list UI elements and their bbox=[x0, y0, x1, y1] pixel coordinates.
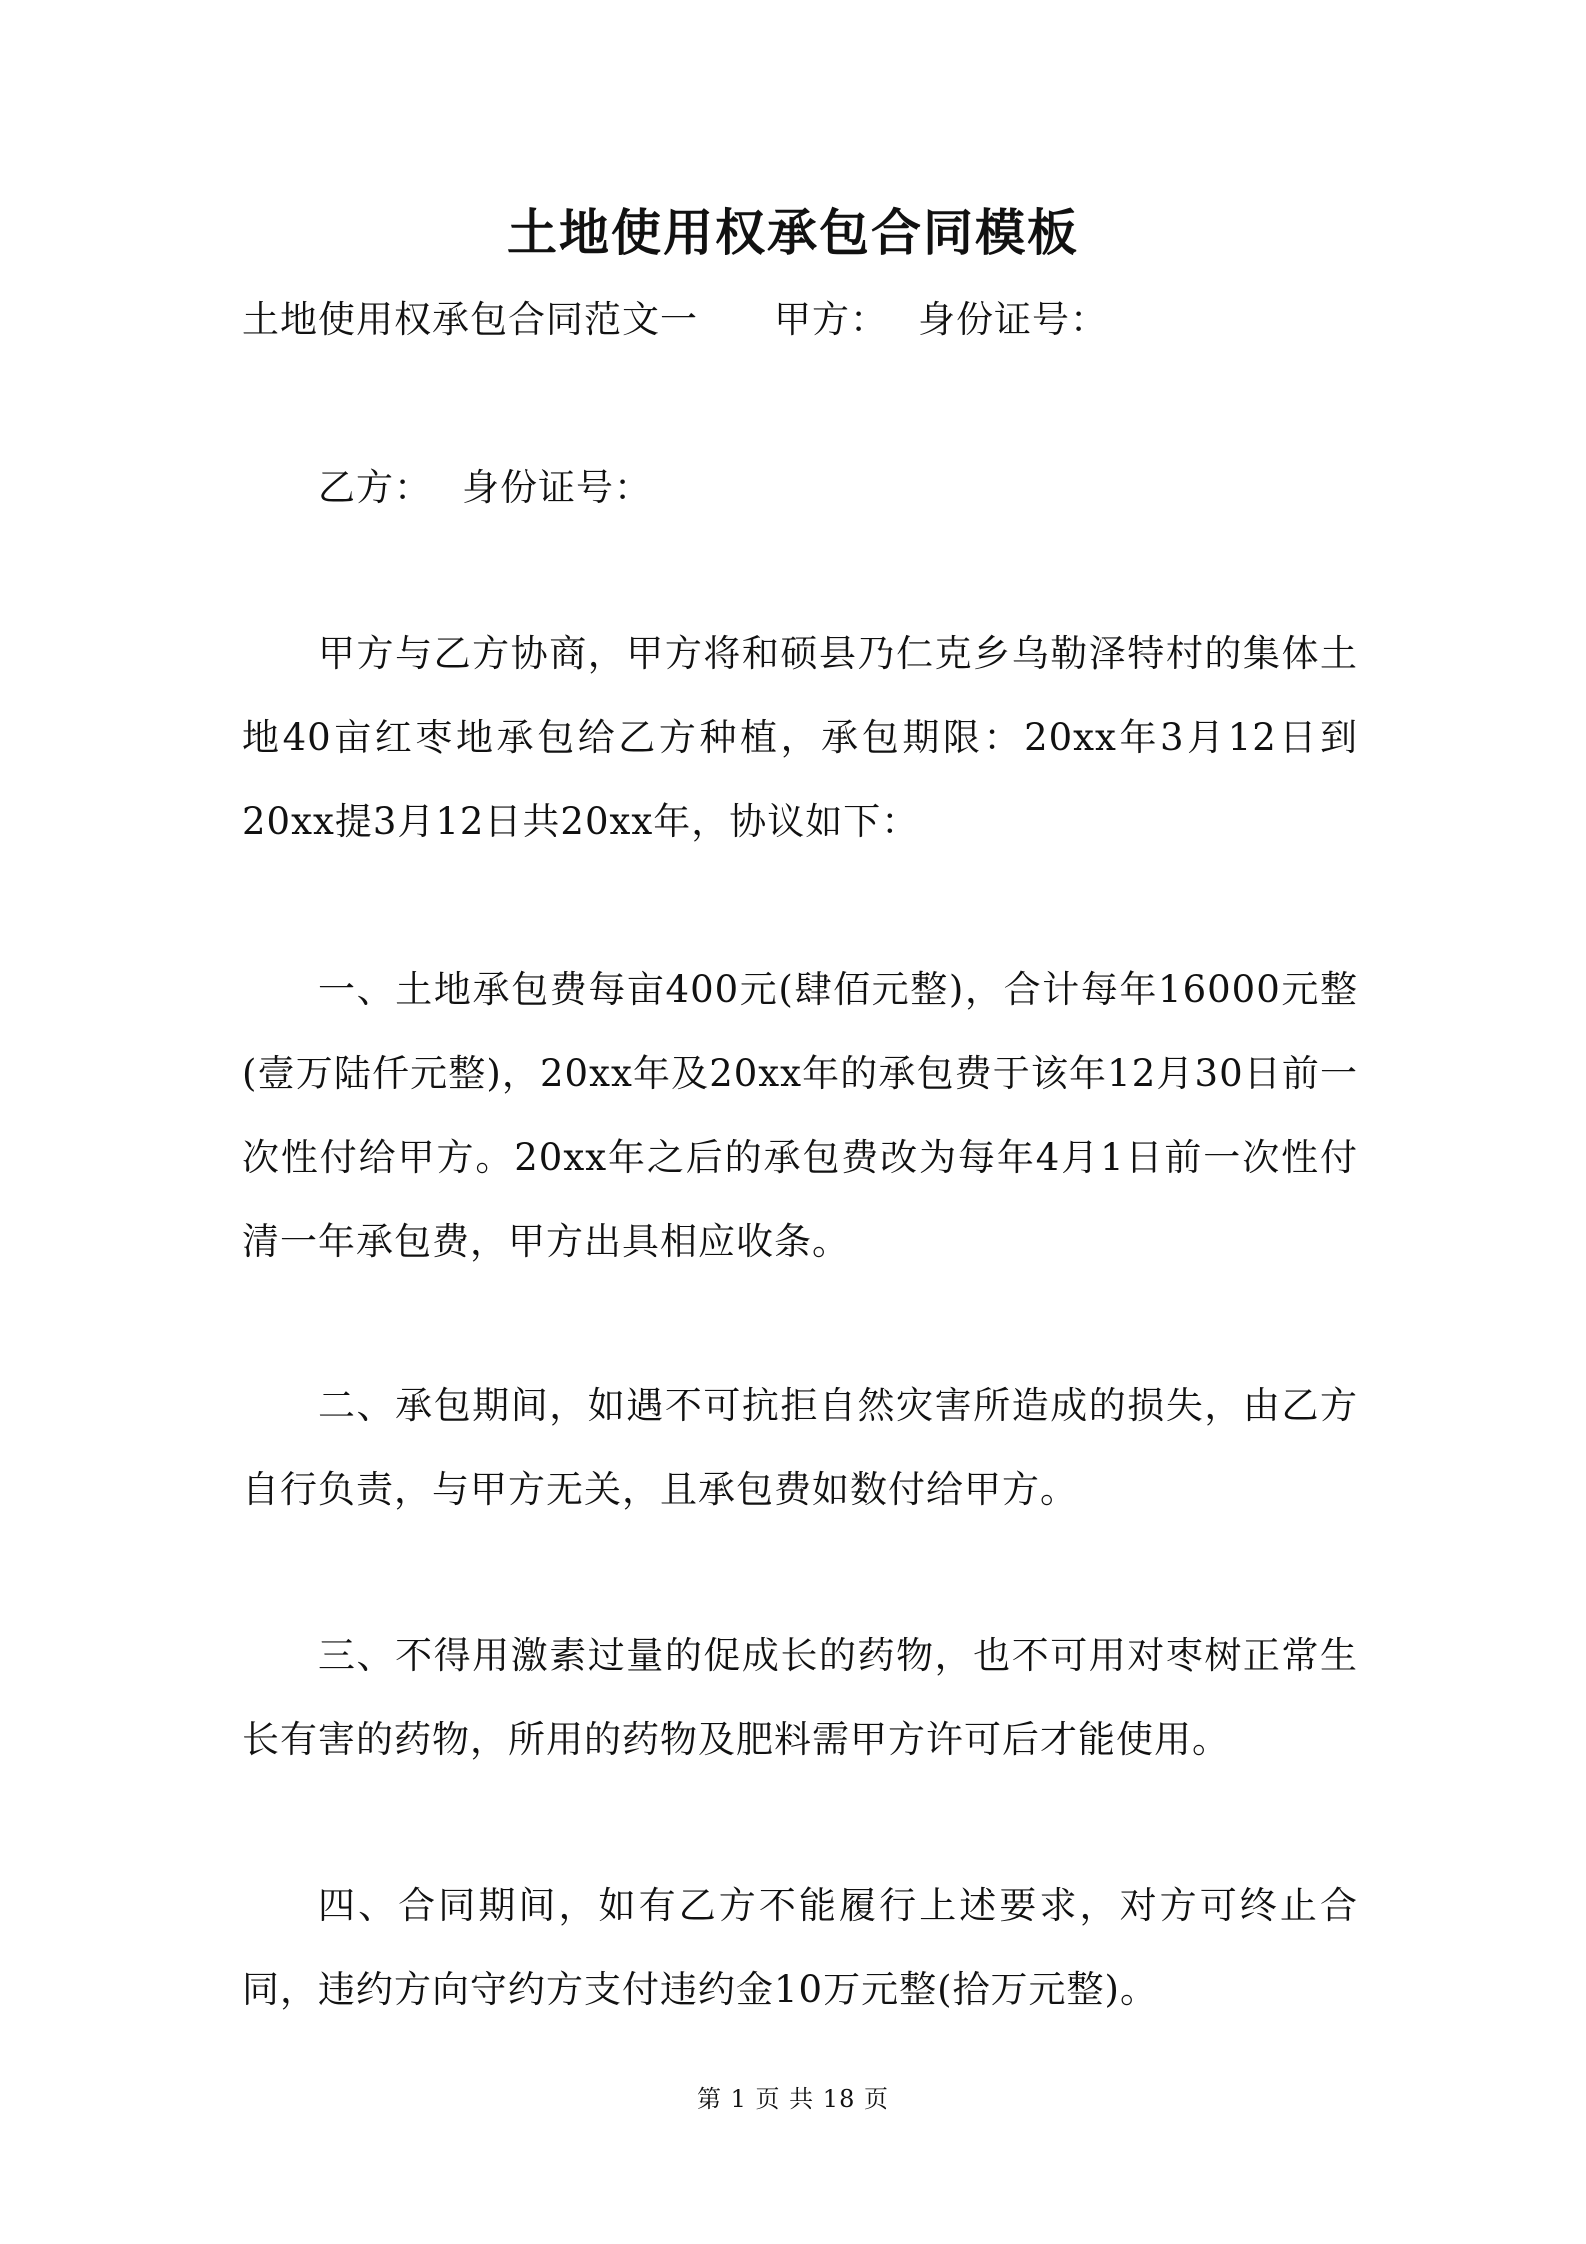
contract-sample-label: 土地使用权承包合同范文一 bbox=[242, 298, 698, 341]
party-a-label: 甲方： bbox=[774, 298, 888, 341]
party-a-id-label: 身份证号： bbox=[918, 298, 1108, 341]
paragraph-clause-4: 四、合同期间，如有乙方不能履行上述要求，对方可终止合同，违约方向守约方支付违约金10万元整(拾万元整)。 bbox=[242, 1884, 1358, 2011]
paragraph-clause-1: 一、土地承包费每亩400元(肆佰元整)，合计每年16000元整(壹万陆仟元整)，20xx年及20xx年的承包费于该年12月30日前一次性付给甲方。20xx年之后的承包费改为每年4月1日前一次性付清一年承包费，甲方出具相应收条。 bbox=[242, 968, 1358, 1263]
paragraph-agreement: 甲方与乙方协商，甲方将和硕县乃仁克乡乌勒泽特村的集体土地40亩红枣地承包给乙方种植，承包期限：20xx年3月12日到20xx提3月12日共20xx年，协议如下： bbox=[242, 632, 1358, 843]
party-b-label: 乙方： bbox=[318, 466, 432, 509]
document-title: 土地使用权承包合同模板 bbox=[507, 203, 1079, 262]
paragraph-clause-3: 三、不得用激素过量的促成长的药物，也不可用对枣树正常生长有害的药物，所用的药物及肥料需甲方许可后才能使用。 bbox=[242, 1634, 1358, 1761]
intro-line bbox=[242, 278, 1108, 362]
party-b-line bbox=[318, 446, 652, 530]
party-b-id-label: 身份证号： bbox=[462, 466, 652, 509]
paragraph-clause-2: 二、承包期间，如遇不可抗拒自然灾害所造成的损失，由乙方自行负责，与甲方无关，且承包费如数付给甲方。 bbox=[242, 1384, 1358, 1511]
page-number: 第 1 页 共 18 页 bbox=[697, 2085, 889, 2113]
